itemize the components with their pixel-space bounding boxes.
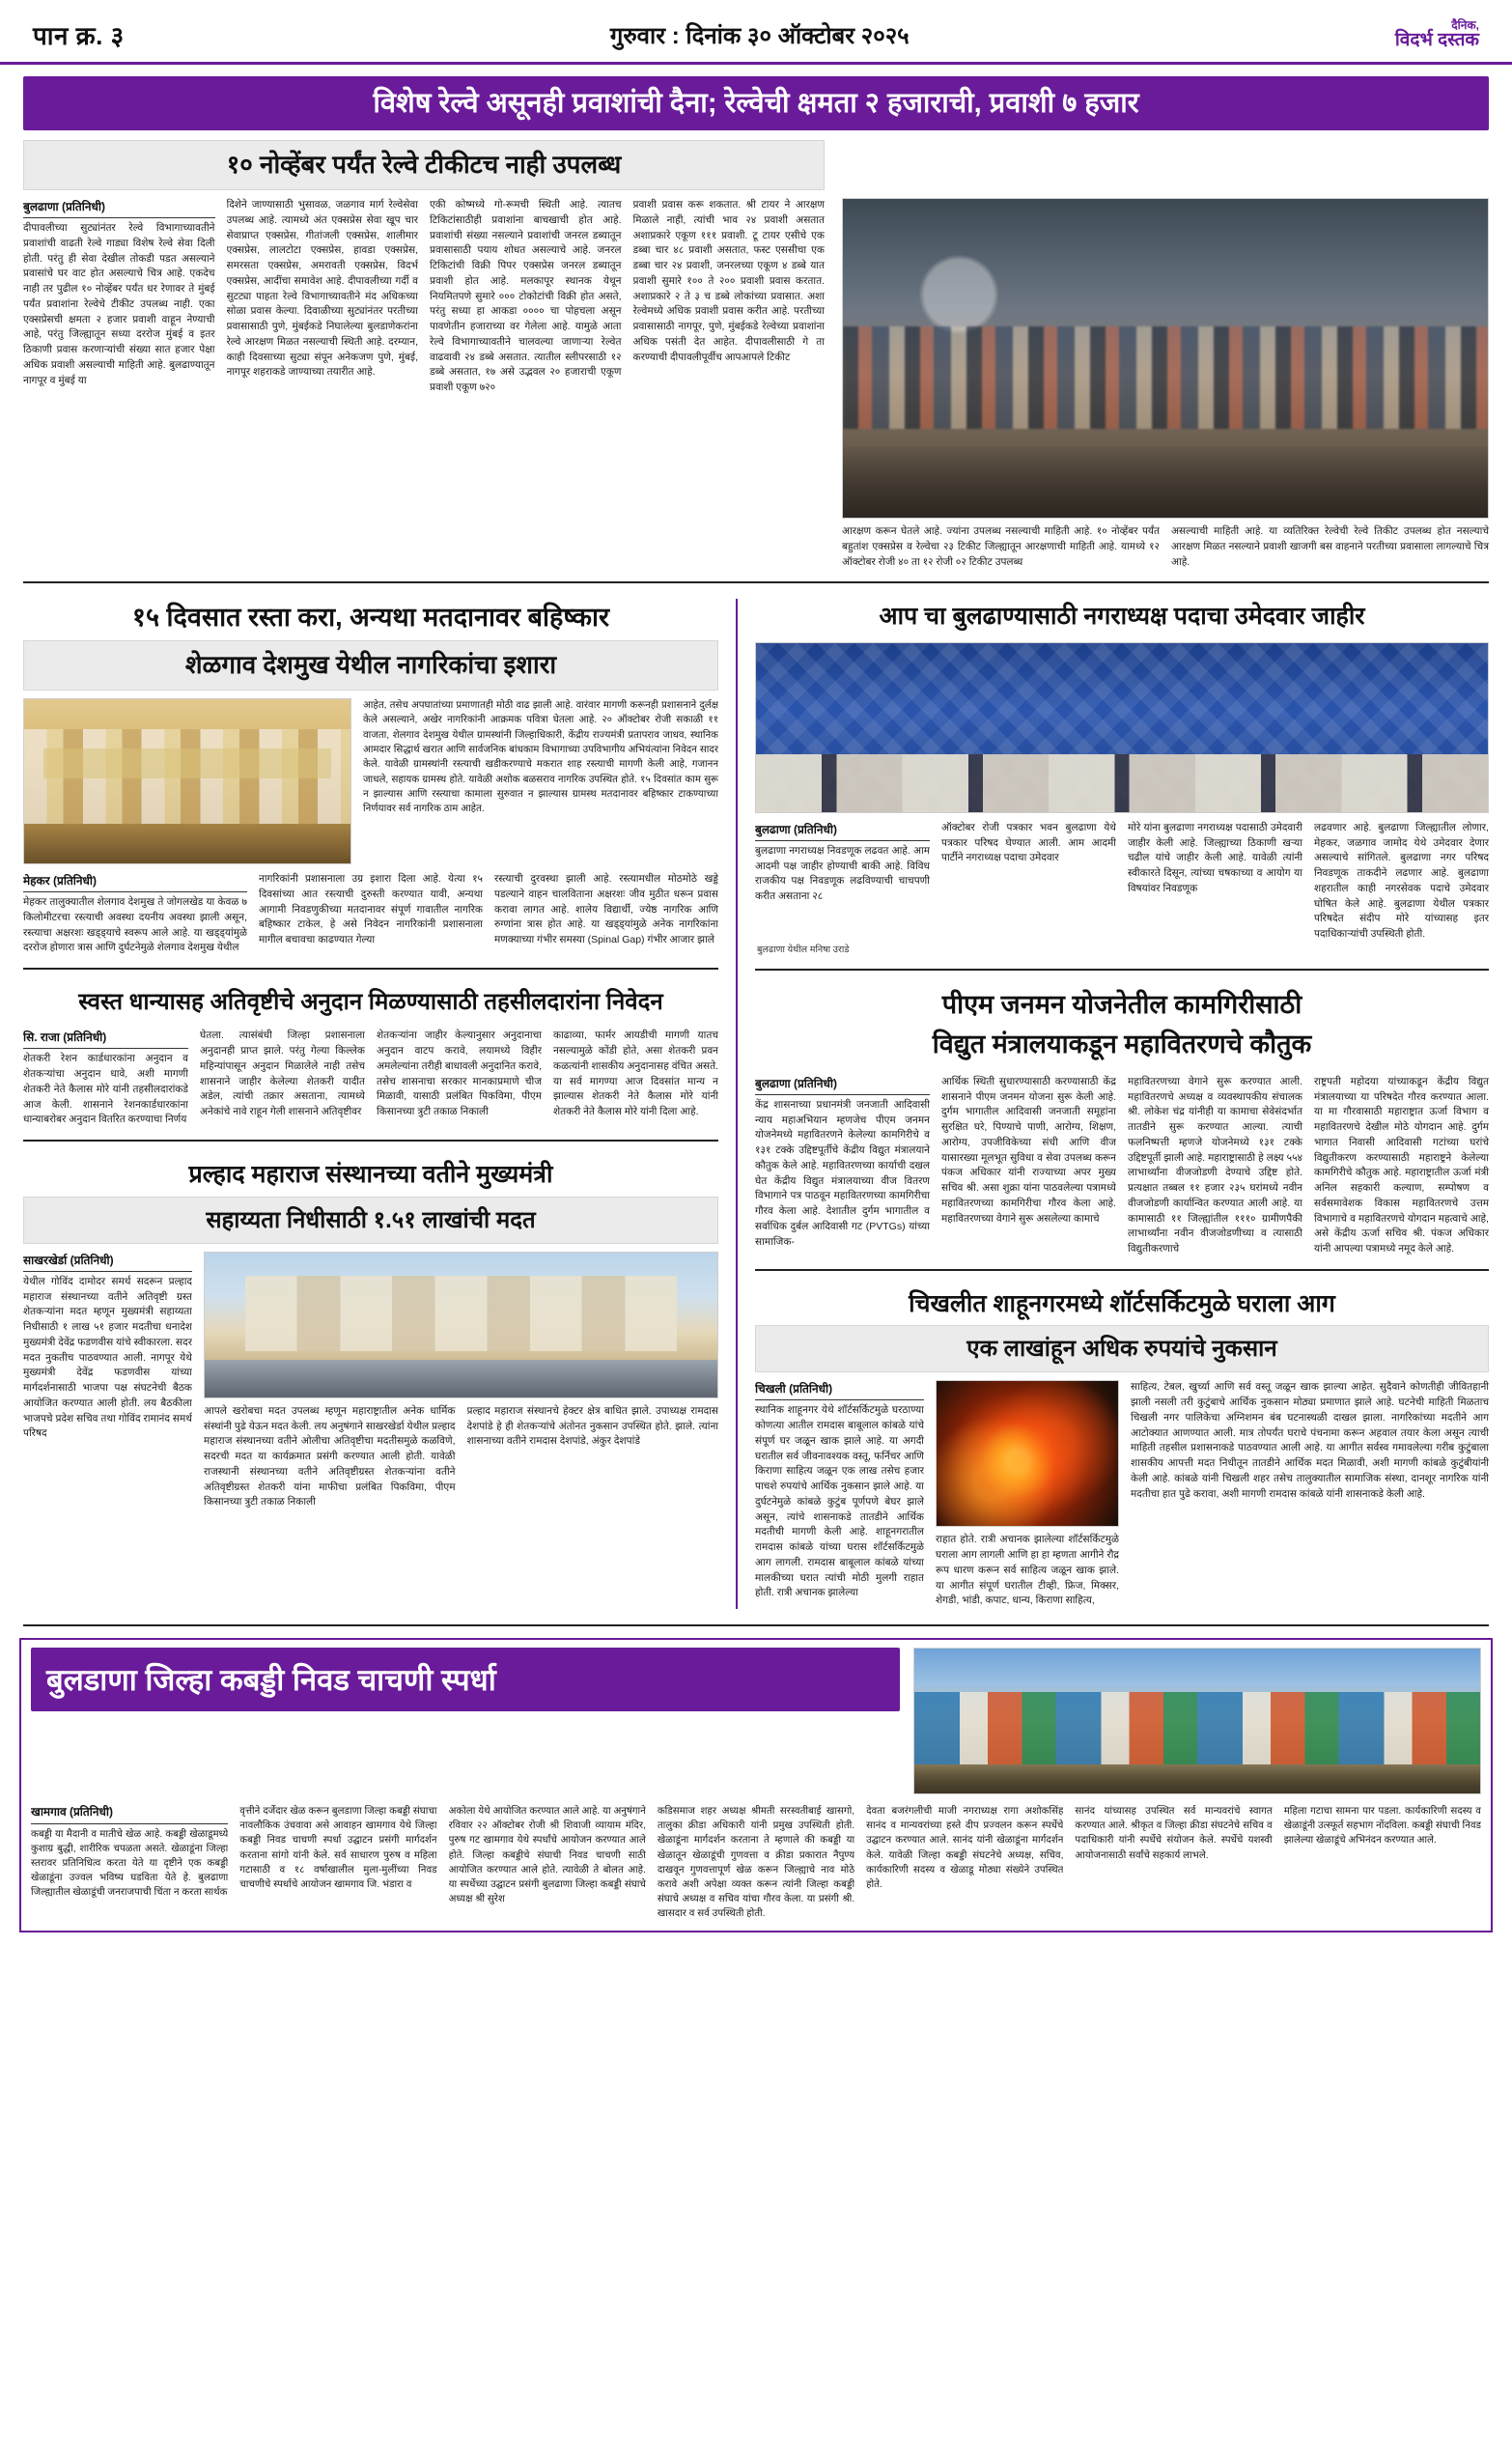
cmfund-headline-1: प्रल्हाद महाराज संस्थानच्या वतीने मुख्यमंत्री (188, 1161, 553, 1189)
fire-headline-1: चिखलीत शाहूनगरमध्ये शॉर्टसर्किटमुळे घराला आग (909, 1289, 1335, 1317)
pmjanman-headline-2: विद्युत मंत्रालयाकडून महावितरणचे कौतुक (932, 1029, 1312, 1058)
kabaddi-headline: बुलडाणा जिल्हा कबड्डी निवड चाचणी स्पर्धा (31, 1648, 900, 1711)
page-footer-space (0, 1932, 1512, 1956)
ration-byline: सि. राजा (प्रतिनिधी) (23, 1029, 188, 1049)
fire-headline-2: एक लाखांहून अधिक रुपयांचे नुकसान (755, 1325, 1489, 1372)
lead-col-6: असल्याची माहिती आहे. या व्यतिरिक्त रेल्वेची रेल्वे तिकीट उपलब्ध होत नसल्याचे आरक्षण मिळत नसल्याने प्रवाशी खाजगी बस वाहनाने परतीच्या प्रवासाला लागल्याचे चित्र आहे. (1171, 525, 1489, 568)
aap-candidate-story (755, 595, 1489, 956)
divider-1 (23, 581, 1489, 583)
fire-byline: चिखली (प्रतिनिधी) (755, 1380, 924, 1400)
ration-col-2: घेतला. त्यासंबंधी जिल्हा प्रशासनाला अनुदानही प्राप्त झाले. परंतु गेल्या किल्लेक महिन्यांपासून अनुदान मिळालेले नाही तसेच शासनाने जाहीर केलेल्या शेतकरी यादीत अडेल, त्यांची तक्रार असताना, त्यामध्ये अनेकांचे नावे राहून गेली शासनाने अतिवृष्टीवर (200, 1030, 365, 1118)
road-headline-2: शेळगाव देशमुख येथील नागरिकांचा इशारा (23, 640, 718, 691)
road-body-1: मेहकर तालुक्यातील शेलगाव देशमुख ते जोगलखेड या केवळ ७ किलोमीटरचा रस्त्याची अवस्था दयनीय अवस्था झाली असून, रस्त्याचा अक्षरशः खड्ड्याचे स्वरूप आले आहे. या खड्ड्यांमुळे दररोज होणारा त्रास आणि दुर्घटनेमुळे शेलगाव देशमुख येथील (23, 896, 247, 954)
kabaddi-body-1: कबड्डी या मैदानी व मातीचे खेळ आहे. कबड्डी खेळाडूमध्ये कुशाग्र बुद्धी, शारीरिक चपळता असते. खेळाडूंना जिल्हा स्तरावर प्रतिनिधित्व करता येते या दृष्टीने एक कबड्डी खेळाडूंना उज्वल भविष्य घडविता येते हे. बुलढाणा जिल्ह्यातील खेळाडूंची जनराजपाची चिंता न करता सार्थक (31, 1828, 229, 1899)
pmjanman-story (755, 982, 1489, 1257)
road-col-1 (23, 872, 247, 956)
pmjanman-col-1 (755, 1075, 930, 1257)
lead-col-3: एकी कोष्मध्ये गो-रूमची स्थिती आहे. त्यातच टिकिटांसाठीही प्रवाशांना बाचखाची होत आहे. प्रवाशांची संख्या नसल्याने प्रवाशांची जनरल डब्यातून प्रवासासाठी पयाय शोधत असल्याचे आहे. जनरल टिकिटांची विक्री पिपर एक्सप्रेस जनरल डब्यातून प्रवाशी होत आहे. मलकापूर स्थानक येथून नियमितपणे सुमारे ००० टोकोटांची विक्री होत असते, परंतु सध्या हा आकडा ०००० चा पोहचला असून पावणेतीन हजाराच्या वर गेलेला आहे. यामुळे आता रेल्वे विभागाच्यावतीने चालवल्या जाणाऱ्या रेल्वेत वाढवावी २४ डब्बे असतात. त्यातील स्लीपरसाठी १२ डब्बे असतात, १७ असे उद्भवल २० हजाराची एकूण प्रवाशी एकूण ७२० (430, 199, 622, 394)
kabaddi-col-5: देवता बजरंगलीची माजी नगराध्यक्ष रागा अशोकसिंह सानंद व मान्यवरांच्या हस्ते दीप प्रज्वलन करून स्पर्धेचे उद्घाटन करण्यात आले. सानंद यांनी खेळाडूंना मार्गदर्शन केले. यावेळी जिल्हा कबड्डी संघटनेचे अध्यक्ष, सचिव, कार्यकारिणी सदस्य व खेळाडू मोठ्या संख्येने उपस्थित होते. (866, 1806, 1064, 1890)
road-byline: मेहकर (प्रतिनिधी) (23, 872, 247, 892)
divider-2 (23, 968, 718, 970)
press-conference-photo (755, 642, 1489, 813)
kabaddi-col-2: वृत्तीने दर्जेदार खेळ करून बुलडाणा जिल्हा कबड्डी संघाचा नावलौकिक उंचवावा असे आवाहन खामगाव येथे जिल्हा कबड्डी निवड चाचणी स्पर्धा उद्घाटन प्रसंगी मार्गदर्शन करताना सांगो यांनी केले. सर्व साधारण पुरुष व महिला गटासाठी व १८ वर्षाखालील मुला-मुलींच्या निवड चाचणीचे स्पर्धाचे आयोजन खामगाव जि. भंडारा व (239, 1806, 437, 1890)
lead-col-5: आरक्षण करून घेतले आहे. ज्यांना उपलब्ध नसल्याची माहिती आहे. १० नोव्हेंबर पर्यंत बहुतांश एक्सप्रेस व रेल्वेचा २३ टिकीट जिल्ह्यातून आरक्षणाची माहिती आहे. यामध्ये १२ ऑक्टोबर रोजी ४० ता १२ रोजी ०२ टिकीट उपलब्ध (842, 525, 1160, 568)
lead-body-1: दीपावलीच्या सुट्यांनंतर रेल्वे विभागाच्यावतीने प्रवाशांची वाढती रेल्वे गाड्या विशेष रेल्वे सेवा दिली होती. परंतु ही सेवा देखील तोकडी पडत असल्याने प्रवासांचे घर वाट होत असल्याचे चित्र आहे. एकदेच नाही तर पुढील १० नोव्हेंबर पर्यंत धर रेणावर ते मुंबई पर्यंत प्रवाशांना रेल्वेचे टीकीट उपलब्ध नाही. एका एक्सप्रेसची क्षमता २ हजार प्रवाशी वाहून नेण्याची आहे, परंतु जिल्ह्यातून सध्या दररोज मुंबई व इतर ठिकाणी प्रवास करणाऱ्यांची संख्या सात हजार पेक्षा अधिक प्रवाशी असल्याची माहिती आहे. बुलढाण्यातून नागपूर व मुंबई या (23, 222, 215, 386)
kabaddi-col-7: महिला गटाचा सामना पार पडला. कार्यकारिणी सदस्य व खेळाडूंनी उत्स्फूर्त सहभाग नोंदविला. कबड्डी संघाची निवड झालेल्या खेळाडूंचे अभिनंदन करण्यात आले. (1283, 1806, 1481, 1847)
fire-col-3: साहित्य, टेबल, खुर्च्या आणि सर्व वस्तू जळून खाक झाल्या आहेत. सुदैवाने कोणतीही जीवितहानी झाली नसली तरी कुटुंबाचे आर्थिक नुकसान मोठ्या प्रमाणात झाले आहे. घटनेची माहिती मिळताच चिखली नगर पालिकेचा अग्निशमन बंब घटनास्थळी दाखल झाला. नागरिकांच्या मदतीने आग आटोक्यात आणण्यात आली. मात्र तोपर्यंत घराचे पंचनामा करून अहवाल तयार केला असून त्याची माहिती तहसील प्रशासनाकडे पाठवण्यात आली आहे. या आगीत सर्वस्व गमावलेल्या गरीब कुटुंबाला शासकीय आपत्ती मदत निधीतून तातडीने आर्थिक मदत मिळावी, अशी मागणी कांबळे कुटुंबीयांनी केली आहे. कांबळे यांनी चिखली शहर तसेच तालुक्यातील सामाजिक संस्था, दानशूर नागरिक यांनी मदतीचा हात पुढे करावा, अशी मागणी रामदास कांबळे यांनी शासनाकडे केली आहे. (1131, 1381, 1489, 1500)
cmfund-byline: साखरखेर्डा (प्रतिनिधी) (23, 1252, 192, 1272)
ration-body-1: शेतकरी रेशन कार्डधारकांना अनुदान व शेतकऱ्यांचा अनुदान धावे, अशी मागणी शेतकरी नेते कैलास मोरे यांनी तहसीलदारांकडे आज केली. शासनाने रेशनकार्डधारकांना धान्याबरोबर अनुदान वितरित करण्याचा निर्णय (23, 1053, 188, 1126)
cmfund-headline-2: सहाय्यता निधीसाठी १.५१ लाखांची मदत (23, 1197, 718, 1244)
aap-col-3: मोरे यांना बुलढाणा नगराध्यक्ष पदासाठी उमेदवारी जाहीर केली आहे. जिल्ह्याच्या ठिकाणी खऱ्या चढील यांचे जाहीर केली आहे. यावेळी त्यांनी स्वीकारते दिसून, त्यांच्या चषकाच्या व आयोग या विषयांवर निवडणूक (1128, 821, 1302, 894)
mid-section (0, 595, 1512, 1613)
pmjanman-col-3: महावितरणच्या वेगाने सुरू करण्यात आली. महावितरणचे अध्यक्ष व व्यवस्थापकीय संचालक श्री. लोकेश चंद्र यांनीही या कामाचा सेवेसंदर्भात तातडीने सुरू करण्यात आल्या. त्याची फलनिष्पत्ती म्हणजे योजनेमध्ये १३१ टक्के उद्दिष्टपूर्ती झाली आहे. महाराष्ट्रासाठी हे लक्ष्य ५५४ लाभार्थ्यांना वीजजोडणी देण्याचे उद्दिष्ट होते. प्रत्यक्षात तब्बल ११ हजार २३५ घरांमध्ये नवीन वीजजोडणी कार्यान्वित करण्यात आली आहे. या कामासाठी ११ जिल्ह्यांतील १११० ग्रामीणपैकी लाभार्थ्यांना नवीन वीजजोडणीच्या व त्यासाठी विद्युतीकरणाचे (1128, 1075, 1302, 1255)
aap-byline: बुलढाणा (प्रतिनिधी) (755, 821, 930, 841)
temple-handover-photo (204, 1252, 718, 1398)
cmfund-col-2: आपले खरोबचा मदत उपलब्ध म्हणून महाराष्ट्रातील अनेक धार्मिक संस्थांनी पुढे येऊन मदत केली. लय अनुषंगाने साखरखेर्डा येथील प्रल्हाद महाराज संस्थानच्या वतीने ओलीचा अतिवृष्टीचा मदतीसमुळे कळविणे, सदरची मदत या कार्यक्रमात प्रसंगी करण्यात आली होती. यावेळी राजस्थानी संस्थानच्या वतीने अतिवृष्टीग्रस्त शेतकऱ्यांना वतीने अतिवृष्टीग्रस्त शेतकरी यांना माफीचा प्रलंबित पिकविमा, पीएम किसानच्या त्रुटी तकाळ निकाली (204, 1404, 456, 1509)
lead-col-1 (23, 198, 215, 396)
ration-story (23, 981, 718, 1128)
pmjanman-byline: बुलढाणा (प्रतिनिधी) (755, 1075, 930, 1095)
brand-name: विदर्भ दस्तक (1394, 30, 1479, 51)
pmjanman-body-1: केंद्र शासनाच्या प्रधानमंत्री जनजाती आदिवासी न्याय महाअभियान म्हणजेच पीएम जनमन योजनेमध्ये महावितरणने केलेल्या कामगिरीचे व १३१ टक्के उद्दिष्टपूर्तीचे केंद्रीय विद्युत मंत्रालयाने कौतुक केले आहे. महावितरणच्या कार्याची दखल घेत केंद्रीय विद्युत मंत्रालयाच्या वीज वितरण विभागाने पत्र पाठवून महावितरणच्या कामगिरीचा गौरव केला आहे. देशातील दुर्गम भागातील व सर्वाधिक दुर्बल आदिवासी गट (PVTGs) यांच्या सामाजिक- (755, 1098, 930, 1248)
road-headline-1: १५ दिवसात रस्ता करा, अन्यथा मतदानावर बहिष्कार (131, 603, 610, 633)
kabaddi-byline: खामगाव (प्रतिनिधी) (31, 1804, 228, 1824)
ration-col-3: शेतकऱ्यांना जाहीर केल्यानुसार अनुदानाचा अनुदान वाटप करावे, लयामध्ये विहीर अमलेल्यांना तरीही बाधावली अनुदानित करावे, तसेच शासनाचा सरकार मानकाप्रमाणे चीज मिळावी, यासाठी प्रलंबित पिकविमा, पीएम किसानच्या त्रुटी तकाळ निकाली (377, 1030, 542, 1118)
road-col-4: आहेत, तसेच अपघातांच्या प्रमाणातही मोठी वाढ झाली आहे. वारंवार मागणी करूनही प्रशासनाने दुर्लक्ष केले असल्याने, अखेर नागरिकांनी आक्रमक पवित्रा घेतला आहे. २० ऑक्टोबर रोजी सकाळी ११ वाजता, शेलगाव देशमुख येथील ग्रामस्थांनी जिल्हाधिकारी, केंद्रीय राज्यमंत्री प्रतापराव जाधव, स्थानिक आमदार सिद्धार्थ खरात आणि सार्वजनिक बांधकाम विभागाच्या उपविभागीय अभियंत्यांना निवेदन सादर केले. यावेळी ग्रामस्थांनी रस्त्याची खडीकरण्याचे मकरात शाह रस्त्याची मागणी केली आहे, गजानन जाधले, सहायक ग्रामस्थ होते. यावेळी अशोक बळसराव नागरिक उपस्थित होते. १५ दिवसांत काम सुरू न झाल्यास आणि रस्त्याचा कामाला सुरुवात न झाल्यास ग्रामस्थ मतदानावर बहिष्कार टाकण्याच्या निर्णयावर सर्व नागरिक ठाम आहेत. (363, 700, 718, 815)
pmjanman-col-2: आर्थिक स्थिती सुधारण्यासाठी करण्यासाठी केंद्र शासनाने पीएम जनमन योजना सुरू केली आहे. दुर्गम भागातील आदिवासी जनजाती समूहांना सुरक्षित घरे, पिण्याचे पाणी, आरोग्य, शिक्षण, आरोग्य, उपजीविकेच्या संधी आणि वीज यासारख्या मूलभूत सुविधा व सेवा उपलब्ध करून पंकज अधिकार यांनी राज्याच्या अपर मुख्य सचिव श्री. असा शुक्रा यांना पाठवलेल्या पत्रामध्ये महावितरणच्या कामगिरीचा गौरव केला आहे. महावितरणच्या वेगाने सुरू असलेल्या कामाचे (941, 1075, 1116, 1225)
cmfund-col-3: प्रल्हाद महाराज संस्थानचे हेक्टर क्षेत्र बाधित झाले. उपाध्यक्ष रामदास देशपांडे हे ही शेतकऱ्यांचे अंतोनत नुकसान उपस्थित होते. झाले. त्यांना शासनाच्या वतीने रामदास देशपांडे, अंकुर देशपांडे (466, 1404, 718, 1448)
aap-headline: आप चा बुलढाण्यासाठी नगराध्यक्ष पदाचा उमेदवार जाहीर (879, 603, 1365, 631)
road-story (23, 595, 718, 956)
issue-date: गुरुवार : दिनांक ३० ऑक्टोबर २०२५ (609, 22, 910, 49)
cmfund-col-1 (23, 1252, 192, 1442)
road-delegation-photo (23, 698, 351, 864)
kabaddi-col-1 (31, 1804, 228, 1921)
brand-logo (1395, 19, 1479, 51)
aap-body-1: बुलढाणा नगराध्यक्ष निवडणूक लढवत आहे. आम आदमी पक्ष जाहीर होण्याची बाकी आहे. विविध राजकीय पक्ष निवडणूक लढविण्याची चाचपणी करीत असताना २८ (755, 844, 930, 903)
lead-subheadline: १० नोव्हेंबर पर्यंत रेल्वे टीकीटच नाही उपलब्ध (23, 140, 825, 190)
fire-story (755, 1283, 1489, 1609)
pmjanman-headline-1: पीएम जनमन योजनेतील कामगिरीसाठी (941, 989, 1302, 1019)
divider-5 (755, 1269, 1489, 1271)
kabaddi-col-6: सानंद यांच्यासह उपस्थित सर्व मान्यवरांचे स्वागत करण्यात आले. श्रीकृत व जिल्हा क्रीडा संघटनेचे सचिव व पदाधिकारी यांनी स्पर्धेचे संयोजन केले. स्पर्धेचे यशस्वी आयोजनासाठी सर्वांचे सहकार्य लाभले. (1075, 1806, 1273, 1861)
aap-photo-caption: बुलढाणा येथील मनिषा उराडे (757, 944, 850, 955)
fire-col-2: राहात होते. रात्री अचानक झालेल्या शॉर्टसर्किटमुळे घराला आग लागली आणि हा हा म्हणता आगीने रौद्र रूप धारण करून सर्व साहित्य जळून खाक झाले. या आगीत संपूर्ण घरातील टीव्ही, फ्रिज, मिक्सर, शेगडी, भांडी, कपाट, धान्य, किराणा साहित्य, (936, 1534, 1119, 1607)
vertical-divider (736, 599, 738, 1609)
lead-byline: बुलढाणा (प्रतिनिधी) (23, 198, 215, 218)
fire-col-1 (755, 1380, 924, 1601)
fire-body-1: स्थानिक शाहूनगर येथे शॉर्टसर्किटमुळे घरठाण्या कोणत्या आतील रामदास बाबूलाल कांबळे यांचे संपूर्ण घर जळून खाक झाले आहे. या अगदी घरातील सर्व जीवनावश्यक वस्तू, फर्निचर आणि किराणा साहित्य जळून एक लाख तसेच हजार पाचशे रुपयांचे आर्थिक नुकसान झाले आहे. या दुर्घटनेमुळे कांबळे कुटुंब पूर्णपणे बेघर झाले असून, त्यांचे शासनाकडे तातडीने आर्थिक मदतीची मागणी केली आहे. शाहूनगरातील रामदास कांबळे यांच्या घरास शॉर्टसर्किटमुळे आग लागली. रामदास बाबूलाल कांबळे यांच्या मालकीच्या घरात त्यांची मोठी मुलगी राहात होती. रात्री अचानक झालेल्या (755, 1404, 924, 1599)
divider-3 (23, 1140, 718, 1142)
lead-col-4: प्रवाशी प्रवास करू शकतात. श्री टायर ने आरक्षण मिळाले नाही, त्यांची भाव २४ प्रवाशी असतात अशाप्रकारे एकूण १११ प्रवाशी. टू टायर एसीचे एक डब्बा चार ४८ प्रवाशी असतात, फस्ट एससीचा एक डब्बा चार २४ प्रवाशी, जनरलच्या एकूण ४ डब्बे यात प्रवाशी सुमारे १०० ते २०० प्रवाशी प्रवास करतात. अशाप्रकारे २ ते ३ च डब्बे लोकांच्या प्रवासात. अशा रेल्वेमध्ये अधिक प्रवाशी प्रवास करीत आहे. परतीच्या प्रवासासाठी नागपूर, पुणे, मुंबईकडे रेल्वेच्या प्रवाशांना अधिक पसंती देत आहेत. दीपावलीसाठी गे ता करण्याची दीपावलीपूर्वीच आपआपले टिकीट (632, 199, 825, 363)
lead-story (0, 76, 1512, 570)
ration-col-4: काढाव्या, फार्मर आयडीची मागणी यातच नसल्यामुळे कोंडी होते, असा शेतकरी प्रवन कळत्यांनी शासकीय अनुदानासह वंचित असते. या सर्व मागण्या आज दिवसांत मान्य न झाल्यास शेतकरी नेते कैलास मोरे यांनी शेतकरी नेते कैलास मोरे यांनी दिला आहे. (553, 1030, 718, 1118)
kabaddi-photo (913, 1648, 1481, 1794)
page-number: पान क्र. ३ (33, 21, 125, 50)
railway-station-photo (842, 198, 1489, 519)
ration-col-1 (23, 1029, 188, 1128)
brand-prefix: दैनिक, (1451, 17, 1479, 32)
cmfund-body-1: येथील गोविंद दामोदर समर्थ सदरून प्रल्हाद महाराज संस्थानच्या वतीने अतिवृष्टी ग्रस्त शेतकऱ्यांना मदत म्हणून मुख्यमंत्री सहाय्यता निधीसाठी १ लाख ५१ हजार मदतीचा धनादेश मुख्यमंत्री देवेंद्र फडणवीस यांचे स्वीकारला. सदर मदत नुकतीच पाठवण्यात आली. नागपूर येथे मुख्यमंत्री देवेंद्र फडणवीस यांच्या मार्गदर्शनासाठी भाजपा पक्ष संघटनेची बैठक आयोजित करण्यात आली होती. लय बैठकीला भाजपचे प्रदेश सचिव तथा गोविंद रामानंद समर्थ परिषद (23, 1275, 192, 1440)
lead-col-2: दिशेने जाण्यासाठी भुसावळ, जळगाव मार्ग रेल्वेसेवा उपलब्ध आहे. त्यामध्ये अंत एक्सप्रेस सेवा खूप चार सेवाप्राप्त एक्सप्रेस, गीतांजली एक्सप्रेस, शालीमार एक्सप्रेस, लालटोटा एक्सप्रेस, हावडा एक्सप्रेस, समरसता एक्सप्रेस, अमरावती एक्सप्रेस, विदर्भ एक्सप्रेस, आदींचा समावेश आहे. दीपावलीच्या गर्दी व सुटट्या पाहता रेल्वे विभागाच्यावतीने मंद अधिकच्या सोळा प्रवास केल्या. दिवाळीच्या सुट्यांनंतर परतीच्या प्रवासासाठी पुणे, मुंबईकडे निघालेल्या बुलडाणेकरांना रेल्वे आरक्षण मिळत नसल्याची स्थिती आहे. दरम्यान, काही दिवसाच्या सुट्या संपून अनेकजण पुणे, मुंबई, नागपूर शहराकडे जाण्याच्या तयारीत आहे. (226, 199, 418, 379)
road-col-3: रस्त्याची दुरवस्था झाली आहे. रस्त्यामधील मोठमोठे खड्डे पडल्याने वाहन चालविताना अक्षरशः जीव मुठीत धरून प्रवास करावा लागत आहे. शालेय विद्यार्थी, ज्येष्ठ नागरिक आणि रुग्णांना त्रास होत आहे. या खड्ड्यांमुळे अनेक नागरिकांना मणक्याच्या गंभीर समस्या (Spinal Gap) गंभीर आजार झाले (494, 873, 718, 946)
aap-col-1 (755, 821, 930, 943)
kabaddi-col-3: अकोला येथे आयोजित करण्यात आले आहे. या अनुषंगाने रविवार २२ ऑक्टोबर रोजी श्री शिवाजी व्यायाम मंदिर, पुरुष गट खामगाव येथे स्पर्धांचे आयोजन करण्यात आले होते. जिल्हा कबड्डीचे संघाची निवड चाचणी साठी आयोजित करण्यात आले होते. त्यावेळी ते बोलत आहे. या स्पर्धेच्या उद्घाटन प्रसंगी बुलढाणा जिल्हा कबड्डी संघाचे अध्यक्ष श्री सुरेश (448, 1806, 646, 1904)
pmjanman-col-4: राष्ट्रपती महोदया यांच्याकडून केंद्रीय विद्युत मंत्रालयाच्या या परिषदेत गौरव करण्यात आला. या मा गौरवासाठी महाराष्ट्रात ऊर्जा विभाग व महावितरणचे देखील मोठे योगदान आहे. दुर्गम भागात निवासी आदिवासी गटांच्या घरांचे विद्युतीकरण करण्यासाठी महाराष्ट्रने केलेल्या कामगिरीचे कौतुक आहे. महाराष्ट्रातील ऊर्जा मंत्री अनिल सहकारी कल्याण, सम्पोषण व सर्वसमावेशक विकास महावितरणचे उत्तम विभागाचे व महावितरणचे योगदान महत्वाचे आहे, असे केंद्रीय ऊर्जा सचिव श्री. पंकज अधिकार यांनी आपल्या पत्रामध्ये नमूद केले आहे. (1314, 1075, 1489, 1255)
cm-fund-story (23, 1153, 718, 1510)
kabaddi-story (19, 1638, 1493, 1932)
road-col-2: नागरिकांनी प्रशासनाला उग्र इशारा दिला आहे. येत्या १५ दिवसांच्या आत रस्त्याची दुरुस्ती करण्यात यावी, अन्यथा आगामी निवडणुकीच्या मतदानावर संपूर्ण गावातील नागरिक बहिष्कार टाकेल, हे असे निवेदन नागरिकांनी प्रशासनाला मागील बचावचा काढण्यात गेल्या (259, 873, 483, 946)
aap-col-2: ऑक्टोबर रोजी पत्रकार भवन बुलढाणा येथे पत्रकार परिषद घेण्यात आली. आम आदमी पार्टीने नगराध्यक्ष पदाचा उमेदवार (941, 821, 1116, 864)
divider-4 (755, 969, 1489, 971)
divider-6 (23, 1624, 1489, 1626)
ration-headline: स्वस्त धान्यासह अतिवृष्टीचे अनुदान मिळण्यासाठी तहसीलदारांना निवेदन (78, 989, 663, 1016)
aap-col-4: लढवणार आहे. बुलढाणा जिल्ह्यातील लोणार, मेहकर, जळगाव जामोद येथे उमेदवार देणार असल्याचे सांगितले. बुलढाणा नगर परिषद निवडणूक ताकदीने लढणार आहे. बुलढाणा शहरातील काही नगरसेवक पदाचे उमेदवार घोषित केले आहे. बुलढाणा येथील पत्रकार परिषदेत संदीप मोरे यांच्यासह इतर पदाधिकाऱ्यांची उपस्थिती होती. (1314, 821, 1489, 941)
lead-headline: विशेष रेल्वे असूनही प्रवाशांची दैना; रेल्वेची क्षमता २ हजाराची, प्रवाशी ७ हजार (23, 76, 1489, 130)
masthead (0, 0, 1512, 65)
kabaddi-col-4: कडिसमाज शहर अध्यक्ष श्रीमती सरस्वतीबाई खासगो, तालुका क्रीडा अधिकारी यांनी प्रमुख उपस्थिती होती. खेळाडूंना मार्गदर्शन करताना ते म्हणाले की कबड्डी या खेळातून खेळाडूंची गुणवत्ता व क्रीडा प्रकारात नैपुण्य दाखवून गुणवत्तापूर्ण खेळ करून जिल्ह्याचे नाव मोठे करावे अशी अपेक्षा व्यक्त करून त्यांनी जिल्हा कबड्डी संघाचे अध्यक्ष व सचिव यांचा गौरव केला. या प्रसंगी श्री. खासदार व सर्व उपस्थिती होती. (657, 1806, 855, 1919)
house-fire-photo (936, 1380, 1119, 1527)
